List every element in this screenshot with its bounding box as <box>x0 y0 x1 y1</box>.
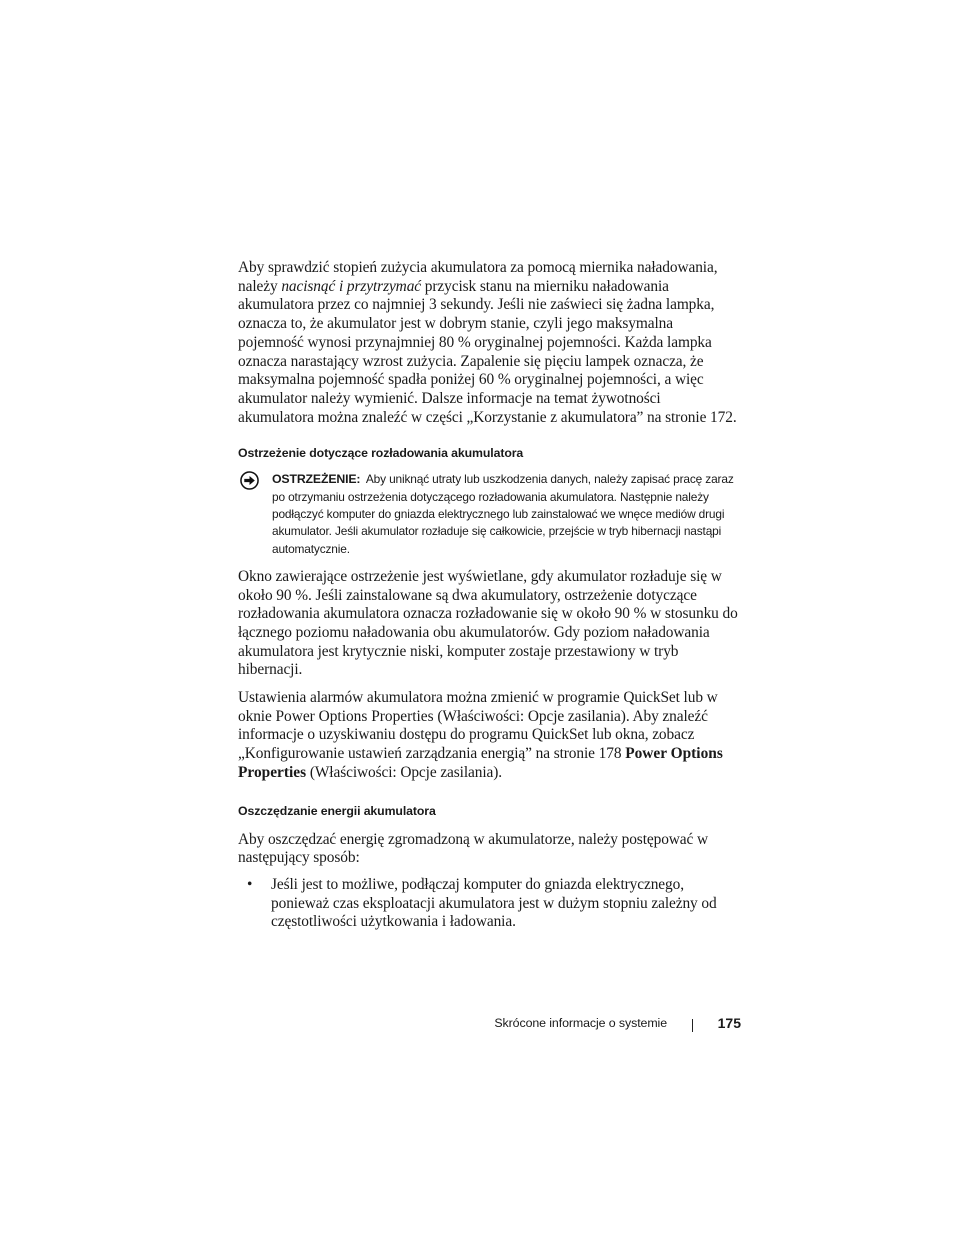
paragraph-battery-wear <box>238 259 738 427</box>
list-item <box>238 876 738 932</box>
section-heading-save-battery: Oszczędzanie energii akumulatora <box>238 803 436 818</box>
bullet-marker: • <box>247 875 253 893</box>
footer-title: Skrócone informacje o systemie <box>494 1016 667 1030</box>
notice-arrow-icon <box>240 471 259 490</box>
footer-divider <box>692 1019 693 1032</box>
paragraph-save-intro: Aby oszczędzać energię zgromadzoną w akumulatorze, należy postępować w następujący sposób: <box>238 830 709 867</box>
bullet-list <box>238 876 738 932</box>
section-heading-low-battery-warning: Ostrzeżenie dotyczące rozładowania akumulatora <box>238 446 524 461</box>
warning-notice <box>238 471 738 557</box>
page-content <box>238 259 738 932</box>
text-run: przycisk stanu na mierniku naładowania akumulatora przez co najmniej 3 sekundy. Jeśli nie zaświeci się żadna lampka, oznacza to, że akumulator jest w dobrym stanie, czyli jego maksymalna pojemność wynosi przynajmniej 80 % oryginalnej pojemności. Każda lampka oznacza narastający wzrost zużycia. Zapalenie się pięciu lampek oznacza, że maksymalna pojemność spadła poniżej 60 % oryginalnej pojemności, a więc akumulator należy wymienić. Dalsze informacje na temat żywotności akumulatora można znaleźć w części „Korzystanie z akumulatora” na stronie 172. <box>238 277 737 426</box>
warning-label: OSTRZEŻENIE: <box>272 472 361 487</box>
paragraph-warning-window: Okno zawierające ostrzeżenie jest wyświetlane, gdy akumulator rozładuje się w około 90 %. Jeśli zainstalowane są dwa akumulatory, ostrzeżenie dotyczące rozładowania akumulatora oznacza rozładowanie się w około 90 % w stosunku do łącznego poziomu naładowania obu akumulatorów. Gdy poziom naładowania akumulatora jest krytycznie niski, komputer zostaje przestawiony w tryb hibernacji. <box>238 567 738 679</box>
ui-term-power-options: Power Options Properties <box>275 707 434 725</box>
paragraph-alarm-settings <box>238 689 738 783</box>
page-number: 175 <box>717 1015 741 1031</box>
text-run: Ustawienia alarmów akumulatora można zmienić w programie QuickSet lub w oknie <box>238 689 718 725</box>
list-item-text: Jeśli jest to możliwe, podłączaj komputer do gniazda elektrycznego, ponieważ czas eksploatacji akumulatora jest w dużym stopniu zależny od częstotliwości użytkowania i ładowania. <box>271 875 717 931</box>
emphasis-text: nacisnąć i przytrzymać <box>281 277 422 295</box>
text-run: (Właściwości: Opcje zasilania). <box>306 763 503 781</box>
text-run: Aby sprawdzić stopień zużycia akumulatora za pomocą miernika naładowania, należy <box>238 259 718 295</box>
page-footer <box>0 1016 741 1036</box>
ui-term-power-options: Power Options Properties <box>238 745 723 781</box>
text-run: (Właściwości: Opcje zasilania). Aby znaleźć informacje o uzyskiwaniu dostępu do programu QuickSet lub okna, zobacz „Konfigurowanie ustawień zarządzania energią” na stronie 178 <box>238 707 708 763</box>
warning-text: Aby uniknąć utraty lub uszkodzenia danych, należy zapisać pracę zaraz po otrzymaniu ostrzeżenia dotyczącego rozładowania akumulatora. Następnie należy podłączyć komputer do gniazda elektrycznego lub zainstalować we wnęce mediów drugi akumulator. Jeśli akumulator rozładuje się całkowicie, przejście w tryb hibernacji nastąpi automatycznie. <box>272 472 734 556</box>
